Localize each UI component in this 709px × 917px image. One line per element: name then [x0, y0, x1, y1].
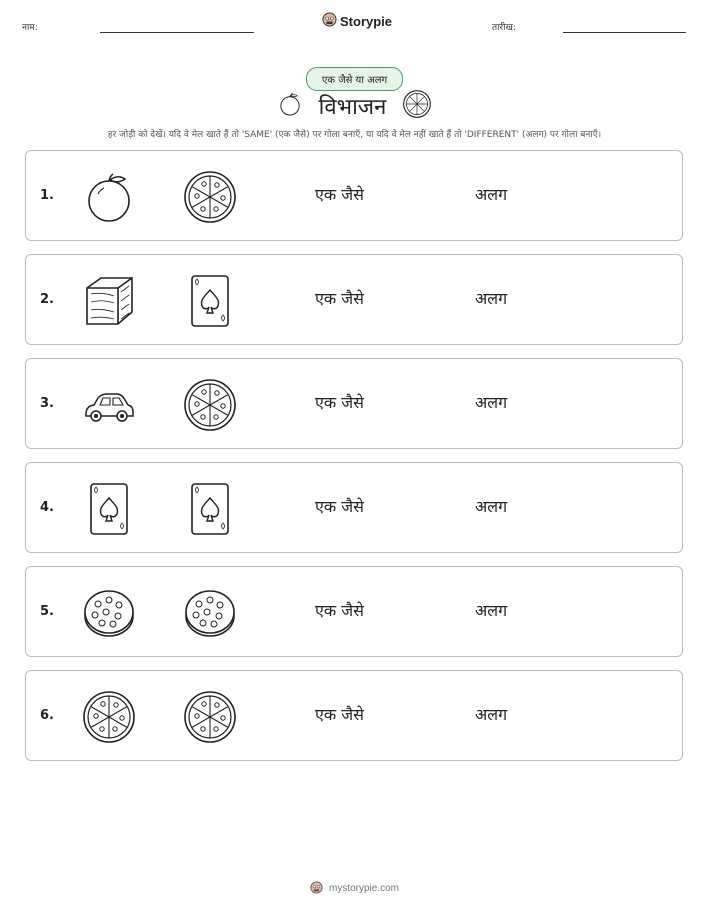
orange-icon	[82, 170, 136, 224]
storypie-mascot-icon	[322, 12, 337, 31]
pizza-icon	[183, 378, 237, 432]
different-option[interactable]: अलग	[475, 705, 508, 724]
orange-icon	[277, 90, 303, 122]
pizza-icon	[183, 170, 237, 224]
storypie-logo	[322, 12, 392, 31]
wooden-cube-icon	[82, 274, 136, 328]
pair-row	[25, 670, 683, 761]
pair-row	[25, 566, 683, 657]
row-number: 5.	[40, 604, 54, 619]
row-number: 4.	[40, 500, 54, 515]
different-option[interactable]: अलग	[475, 289, 508, 308]
footer	[0, 879, 709, 898]
footer-url: mystorypie.com	[328, 883, 399, 894]
pizza-icon	[82, 690, 136, 744]
row-number: 6.	[40, 708, 54, 723]
same-option[interactable]: एक जैसे	[315, 601, 364, 620]
cookie-icon	[183, 586, 237, 640]
different-option[interactable]: अलग	[475, 601, 508, 620]
same-option[interactable]: एक जैसे	[315, 393, 364, 412]
pizza-icon	[402, 89, 432, 123]
same-option[interactable]: एक जैसे	[315, 497, 364, 516]
ace-of-spades-card-icon	[183, 274, 237, 328]
pair-row	[25, 150, 683, 241]
date-line[interactable]	[563, 32, 686, 33]
instructions: हर जोड़ी को देखें। यदि वे मेल खाते हैं तो 'SAME' (एक जैसे) पर गोला बनाएँ, या यदि वे मेल नहीं खाते हैं तो 'DIFFERENT' (अलग) पर गोला बनाएँ।	[107, 130, 602, 140]
page-title: विभाजन	[318, 95, 387, 120]
row-number: 1.	[40, 188, 54, 203]
ace-of-spades-card-icon	[82, 482, 136, 536]
ace-of-spades-card-icon	[183, 482, 237, 536]
same-option[interactable]: एक जैसे	[315, 185, 364, 204]
same-option[interactable]: एक जैसे	[315, 705, 364, 724]
pair-row	[25, 254, 683, 345]
same-option[interactable]: एक जैसे	[315, 289, 364, 308]
date-label: तारीख:	[492, 23, 516, 33]
pair-row	[25, 358, 683, 449]
cookie-icon	[82, 586, 136, 640]
pizza-icon	[183, 690, 237, 744]
different-option[interactable]: अलग	[475, 185, 508, 204]
car-icon	[82, 378, 136, 432]
storypie-mascot-icon	[310, 879, 323, 898]
logo-text: Storypie	[340, 14, 393, 29]
pair-row	[25, 462, 683, 553]
row-number: 3.	[40, 396, 54, 411]
row-number: 2.	[40, 292, 54, 307]
title-row	[0, 89, 709, 123]
name-label: नाम:	[22, 23, 38, 33]
different-option[interactable]: अलग	[475, 497, 508, 516]
topic-badge: एक जैसे या अलग	[306, 67, 403, 91]
different-option[interactable]: अलग	[475, 393, 508, 412]
name-line[interactable]	[100, 32, 254, 33]
